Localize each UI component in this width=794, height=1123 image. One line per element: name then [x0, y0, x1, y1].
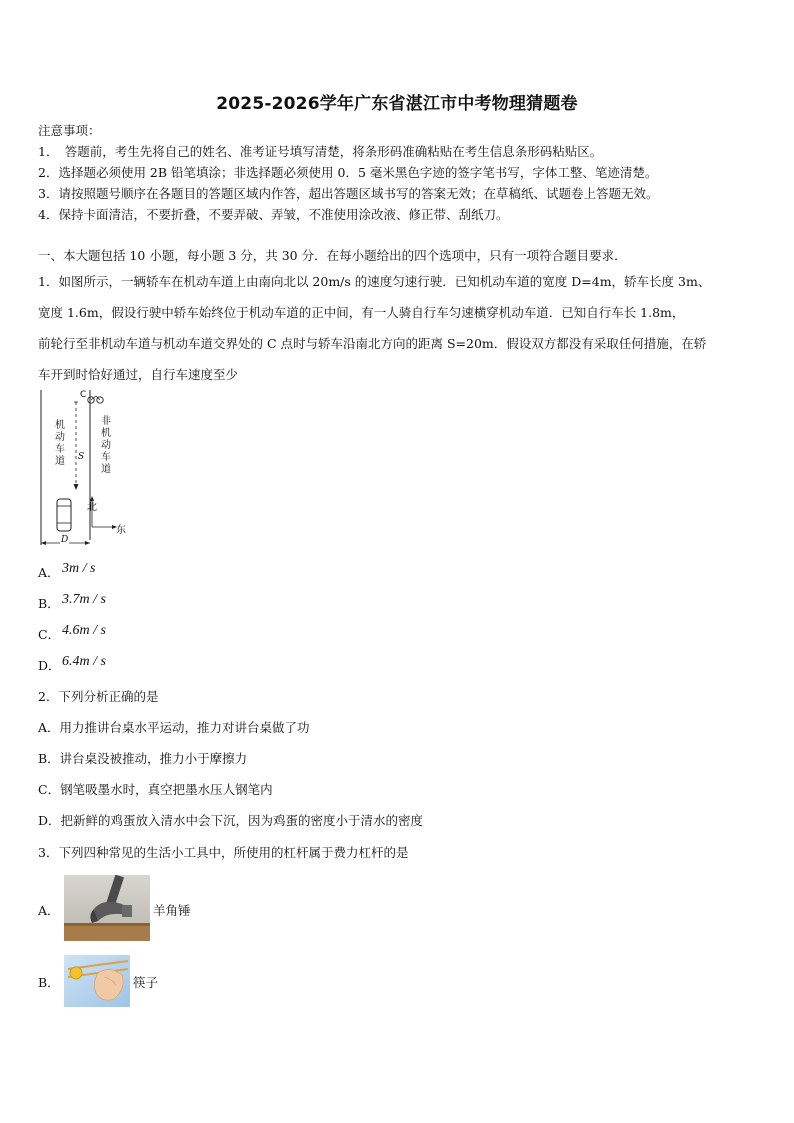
q2-option-d: D．把新鲜的鸡蛋放入清水中会下沉，因为鸡蛋的密度小于清水的密度 — [38, 813, 424, 828]
q3-option-a-caption: 羊角锤 — [153, 903, 191, 918]
q1-stem-line-3: 前轮行至非机动车道与机动车道交界处的 C 点时与轿车沿南北方向的距离 S=20m．假设双方都没有采取任何措施，在轿 — [38, 336, 707, 351]
q1-stem-line-4: 车开到时恰好通过，自行车速度至少 — [38, 367, 239, 382]
north-label: 北 — [87, 502, 97, 513]
q1-option-b-label: B． — [38, 596, 60, 611]
notice-item-4: 4．保持卡面清洁，不要折叠，不要弄破、弄皱，不准使用涂改液、修正带、刮纸刀。 — [38, 207, 509, 222]
q3-stem: 3．下列四种常见的生活小工具中，所使用的杠杆属于费力杠杆的是 — [38, 845, 409, 860]
q1-option-d-label: D． — [38, 658, 61, 673]
distance-s-label: S — [78, 452, 85, 462]
q1-option-a-value: 3m / s — [62, 561, 96, 576]
q1-stem-line-1: 1．如图所示，一辆轿车在机动车道上由南向北以 20m/s 的速度匀速行驶．已知机动车道的宽度 D=4m，轿车长度 3m、 — [38, 274, 711, 289]
q2-option-c: C．钢笔吸墨水时，真空把墨水压人钢笔内 — [38, 782, 273, 797]
q1-option-a-label: A． — [38, 565, 60, 580]
chopsticks-photo — [64, 955, 130, 1007]
notice-item-1: 1． 答题前，考生先将自己的姓名、准考证号填写清楚，将条形码准确粘贴在考生信息条形码粘贴区。 — [38, 144, 603, 159]
q1-option-b-value: 3.7m / s — [62, 592, 106, 607]
q3-option-b-caption: 筷子 — [133, 975, 159, 990]
q3-option-b-label: B． — [38, 975, 60, 990]
q2-stem: 2．下列分析正确的是 — [38, 689, 159, 704]
q1-option-d-value: 6.4m / s — [62, 654, 106, 669]
page-title: 2025-2026学年广东省湛江市中考物理猜题卷 — [216, 94, 578, 114]
q1-option-c-label: C． — [38, 627, 61, 642]
point-c-label: C — [80, 390, 87, 400]
q1-stem-line-2: 宽度 1.6m，假设行驶中轿车始终位于机动车道的正中间，有一人骑自行车匀速横穿机动车道．已知自行车长 1.8m， — [38, 305, 685, 320]
q2-option-b: B．讲台桌没被推动，推力小于摩擦力 — [38, 751, 248, 766]
east-label: 东 — [116, 525, 126, 536]
claw-hammer-photo — [64, 875, 150, 941]
section1-intro: 一、本大题包括 10 小题，每小题 3 分，共 30 分．在每小题给出的四个选项中，只有一项符合题目要求． — [38, 248, 627, 263]
q1-road-diagram — [38, 390, 130, 548]
q2-option-a: A．用力推讲台桌水平运动，推力对讲台桌做了功 — [38, 720, 310, 735]
notice-item-3: 3．请按照题号顺序在各题目的答题区域内作答，超出答题区域书写的答案无效；在草稿纸、试题卷上答题无效。 — [38, 186, 659, 201]
notice-item-2: 2．选择题必须使用 2B 铅笔填涂；非选择题必须使用 0．5 毫米黑色字迹的签字笔书写，字体工整、笔迹清楚。 — [38, 165, 658, 180]
q1-option-c-value: 4.6m / s — [62, 623, 106, 638]
width-d-label: D — [61, 535, 69, 545]
notice-heading: 注意事项： — [38, 123, 101, 138]
motor-lane-label: 机动车道 — [55, 420, 65, 467]
non-motor-lane-label: 非机动车道 — [101, 416, 111, 475]
q3-option-a-label: A． — [38, 903, 60, 918]
